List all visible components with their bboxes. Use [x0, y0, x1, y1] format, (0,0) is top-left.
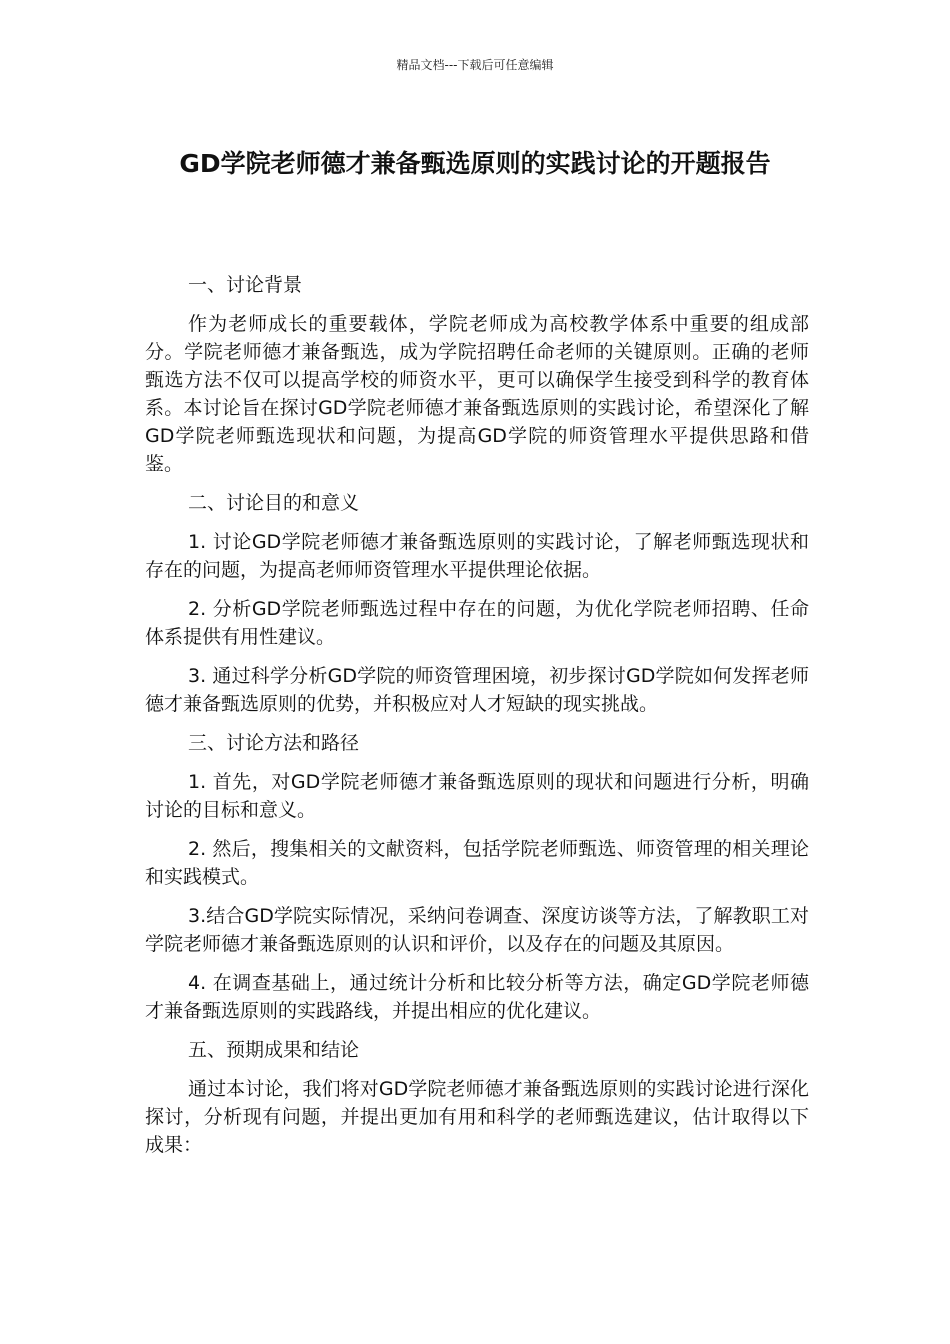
paragraph: 1. 讨论GD学院老师德才兼备甄选原则的实践讨论，了解老师甄选现状和存在的问题，为提高老师师资管理水平提供理论依据。: [145, 531, 809, 581]
paragraph: 2. 分析GD学院老师甄选过程中存在的问题，为优化学院老师招聘、任命体系提供有用性建议。: [145, 598, 809, 648]
section-methods: [145, 729, 809, 1025]
paragraph: 1. 首先，对GD学院老师德才兼备甄选原则的现状和问题进行分析，明确讨论的目标和意义。: [145, 771, 809, 821]
section-heading: 五、预期成果和结论: [188, 1039, 360, 1061]
section-heading: 二、讨论目的和意义: [188, 492, 360, 514]
section-purpose: [145, 489, 809, 718]
section-background: [145, 271, 809, 478]
section-expected-results: [145, 1036, 809, 1159]
page-header-note: 精品文档---下载后可任意编辑: [396, 58, 554, 72]
paragraph: 通过本讨论，我们将对GD学院老师德才兼备甄选原则的实践讨论进行深化探讨，分析现有问题，并提出更加有用和科学的老师甄选建议，估计取得以下成果：: [145, 1078, 809, 1156]
paragraph: 3.结合GD学院实际情况，采纳问卷调查、深度访谈等方法，了解教职工对学院老师德才兼备甄选原则的认识和评价，以及存在的问题及其原因。: [145, 905, 809, 955]
paragraph: 3. 通过科学分析GD学院的师资管理困境，初步探讨GD学院如何发挥老师德才兼备甄选原则的优势，并积极应对人才短缺的现实挑战。: [145, 665, 809, 715]
section-heading: 三、讨论方法和路径: [188, 732, 360, 754]
document-body: [145, 271, 809, 1170]
paragraph: 2. 然后，搜集相关的文献资料，包括学院老师甄选、师资管理的相关理论和实践模式。: [145, 838, 809, 888]
document-title: GD学院老师德才兼备甄选原则的实践讨论的开题报告: [179, 149, 771, 178]
paragraph: 作为老师成长的重要载体，学院老师成为高校教学体系中重要的组成部分。学院老师德才兼备甄选，成为学院招聘任命老师的关键原则。正确的老师甄选方法不仅可以提高学校的师资水平，更可以确保学生接受到科学的教育体系。本讨论旨在探讨GD学院老师德才兼备甄选原则的实践讨论，希望深化了解GD学院老师甄选现状和问题，为提高GD学院的师资管理水平提供思路和借鉴。: [145, 313, 809, 475]
section-heading: 一、讨论背景: [188, 274, 303, 296]
paragraph: 4. 在调查基础上，通过统计分析和比较分析等方法，确定GD学院老师德才兼备甄选原则的实践路线，并提出相应的优化建议。: [145, 972, 809, 1022]
